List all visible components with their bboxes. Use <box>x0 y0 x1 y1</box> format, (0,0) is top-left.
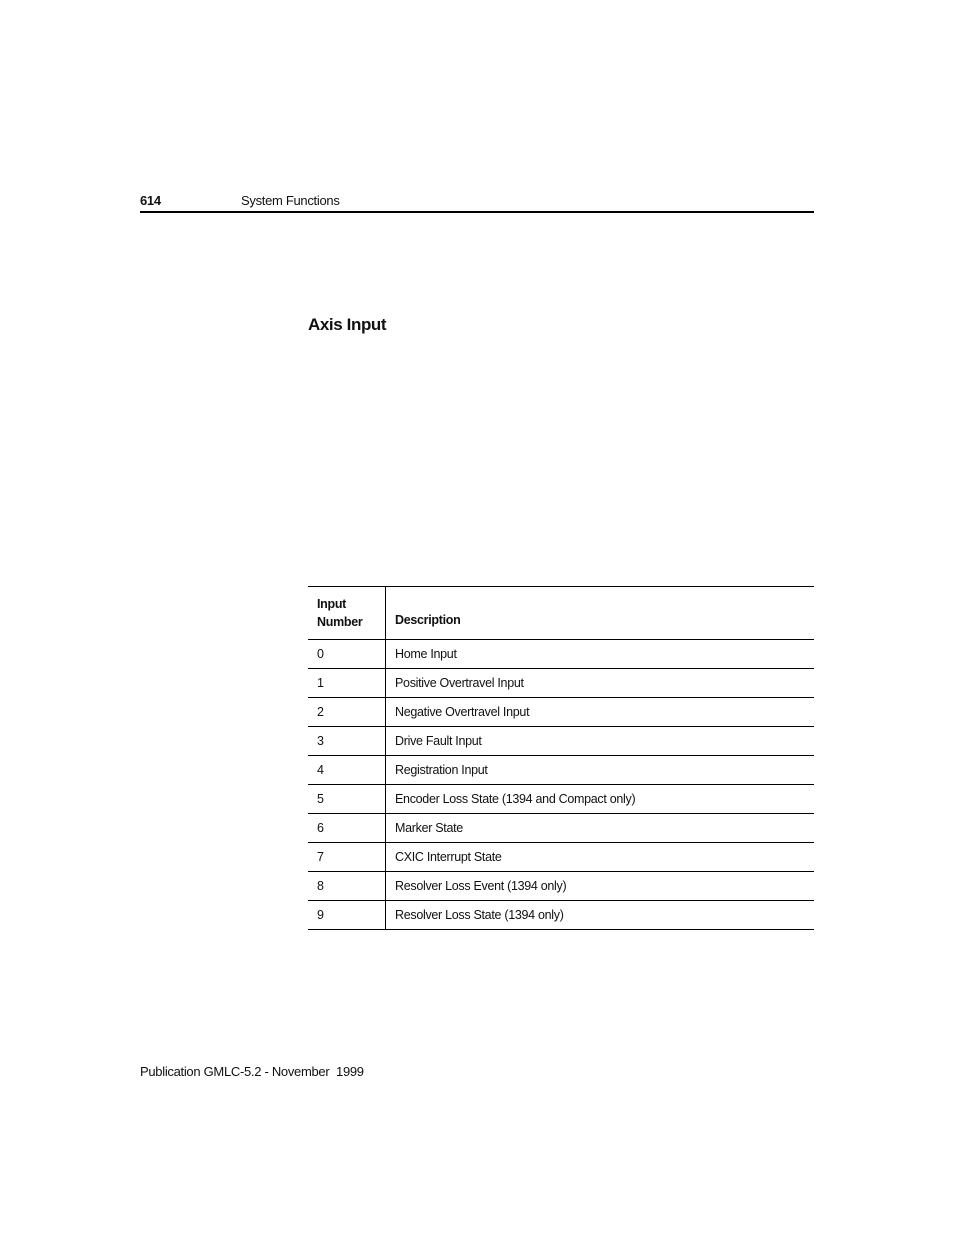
description-cell: Encoder Loss State (1394 and Compact only) <box>395 792 636 806</box>
input-number-cell: 9 <box>308 901 386 930</box>
table-row <box>308 785 814 814</box>
table-row <box>308 814 814 843</box>
table-row <box>308 669 814 698</box>
input-number-cell: 0 <box>308 640 386 669</box>
input-number-header-line2: Number <box>317 615 363 629</box>
input-number-cell: 3 <box>308 727 386 756</box>
description-cell: Resolver Loss State (1394 only) <box>395 908 564 922</box>
input-number-cell: 1 <box>308 669 386 698</box>
description-cell: Negative Overtravel Input <box>395 705 530 719</box>
description-cell: Registration Input <box>395 763 488 777</box>
table-row <box>308 698 814 727</box>
table-row <box>308 872 814 901</box>
input-number-cell: 8 <box>308 872 386 901</box>
input-number-header-line1: Input <box>317 597 347 611</box>
input-number-cell: 6 <box>308 814 386 843</box>
table-body <box>308 640 814 930</box>
description-header: Description <box>395 613 461 627</box>
table-row <box>308 901 814 930</box>
input-number-cell: 4 <box>308 756 386 785</box>
table-row <box>308 727 814 756</box>
section-title: Axis Input <box>308 315 387 334</box>
input-number-cell: 2 <box>308 698 386 727</box>
page-number: 614 <box>140 193 161 208</box>
description-cell: Positive Overtravel Input <box>395 676 524 690</box>
table-header-row <box>308 587 814 640</box>
page-header <box>140 191 814 213</box>
section-name: System Functions <box>241 193 340 208</box>
axis-input-table <box>308 586 814 930</box>
description-cell: Resolver Loss Event (1394 only) <box>395 879 567 893</box>
input-number-cell: 5 <box>308 785 386 814</box>
publication-footer: Publication GMLC-5.2 - November 1999 <box>140 1064 364 1079</box>
table-row <box>308 843 814 872</box>
description-cell: Drive Fault Input <box>395 734 482 748</box>
table-row <box>308 756 814 785</box>
input-number-cell: 7 <box>308 843 386 872</box>
input-number-header <box>308 587 386 640</box>
description-cell: Home Input <box>395 647 457 661</box>
table-row <box>308 640 814 669</box>
description-cell: Marker State <box>395 821 463 835</box>
description-cell: CXIC Interrupt State <box>395 850 502 864</box>
